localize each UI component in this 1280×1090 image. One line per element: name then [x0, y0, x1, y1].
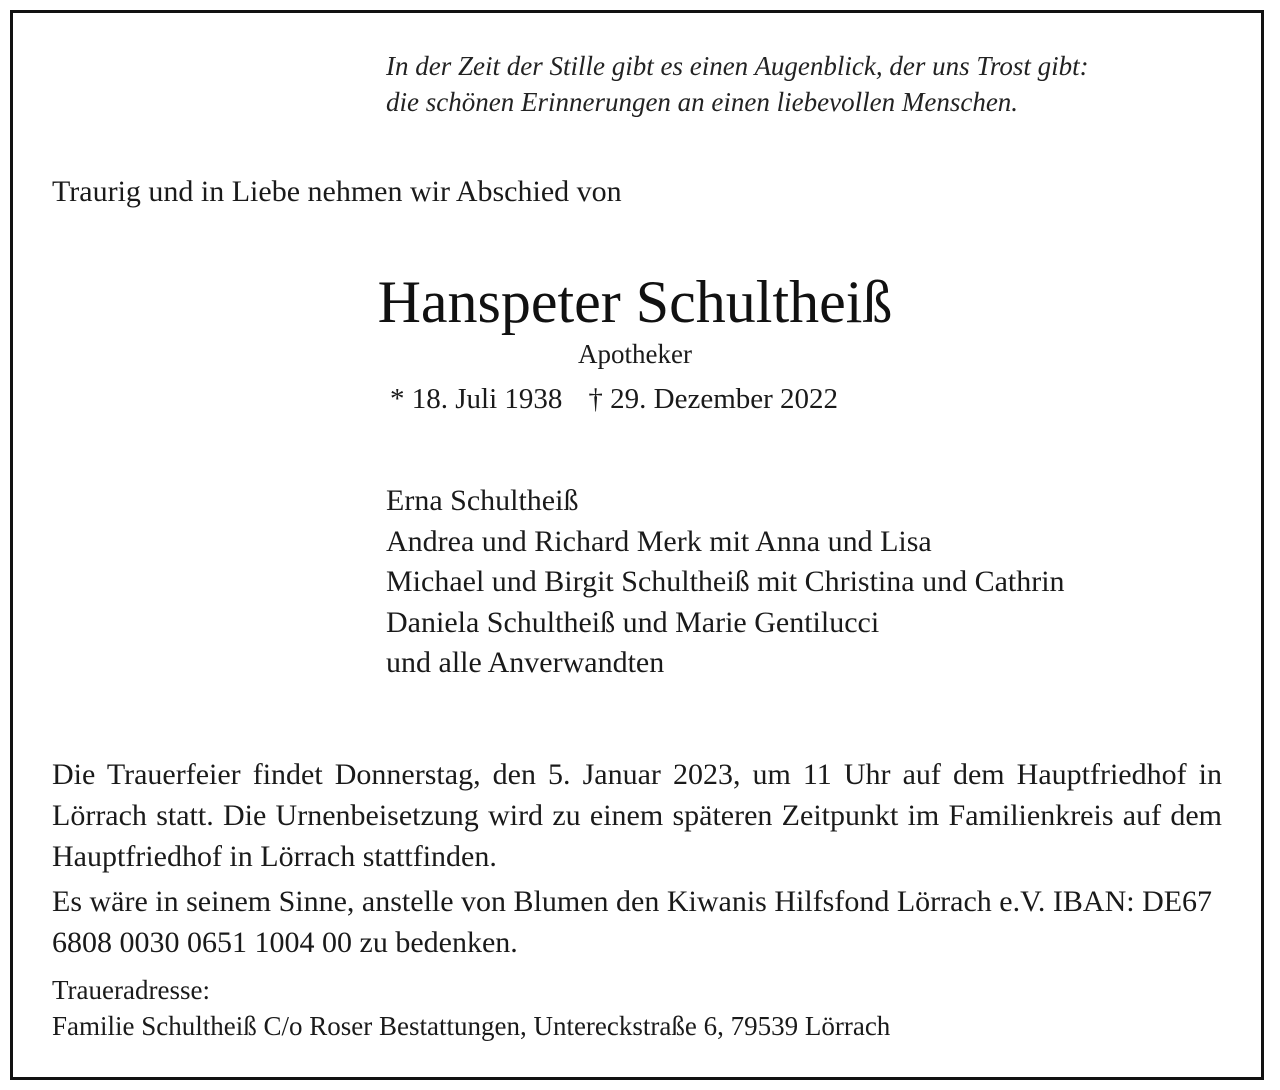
mourner-line: und alle Anverwandten: [386, 646, 665, 679]
mourning-address: Familie Schultheiß C/o Roser Bestattungen, Untereckstraße 6, 79539 Lörrach: [52, 1011, 891, 1041]
mourner-line: Daniela Schultheiß und Marie Gentilucci: [386, 605, 880, 639]
deceased-name: Hanspeter Schultheiß: [377, 269, 893, 335]
memorial-quote: [386, 48, 1089, 120]
donation-text: Es wäre in seinem Sinne, anstelle von Blumen den Kiwanis Hilfsfond Lörrach e.V. IBAN: DE67 6808 0030 0651 1004 00 zu bedenken.: [52, 885, 1213, 959]
mourners-list: [386, 481, 1065, 684]
address-label: Traueradresse:: [52, 975, 210, 1005]
quote-line-2: die schönen Erinnerungen an einen liebevollen Menschen.: [386, 87, 1019, 117]
mourner-line: Michael und Birgit Schultheiß mit Christina und Cathrin: [386, 565, 1065, 598]
deceased-profession: Apotheker: [578, 339, 692, 369]
intro-text: Traurig und in Liebe nehmen wir Abschied von: [52, 175, 622, 208]
quote-line-1: In der Zeit der Stille gibt es einen Augenblick, der uns Trost gibt:: [386, 51, 1089, 81]
funeral-service-text: Die Trauerfeier findet Donnerstag, den 5. Januar 2023, um 11 Uhr auf dem Hauptfriedhof in Lörrach statt. Die Urnenbeisetzung wird zu einem späteren Zeitpunkt im Familienkreis auf dem Hauptfriedhof in Lörrach stattfinden.: [52, 758, 1222, 873]
mourner-line: Andrea und Richard Merk mit Anna und Lisa: [386, 524, 932, 558]
birth-date: * 18. Juli 1938: [390, 383, 563, 415]
life-dates: [390, 380, 838, 418]
death-date: † 29. Dezember 2022: [588, 383, 839, 415]
mourner-line: Erna Schultheiß: [386, 484, 579, 517]
